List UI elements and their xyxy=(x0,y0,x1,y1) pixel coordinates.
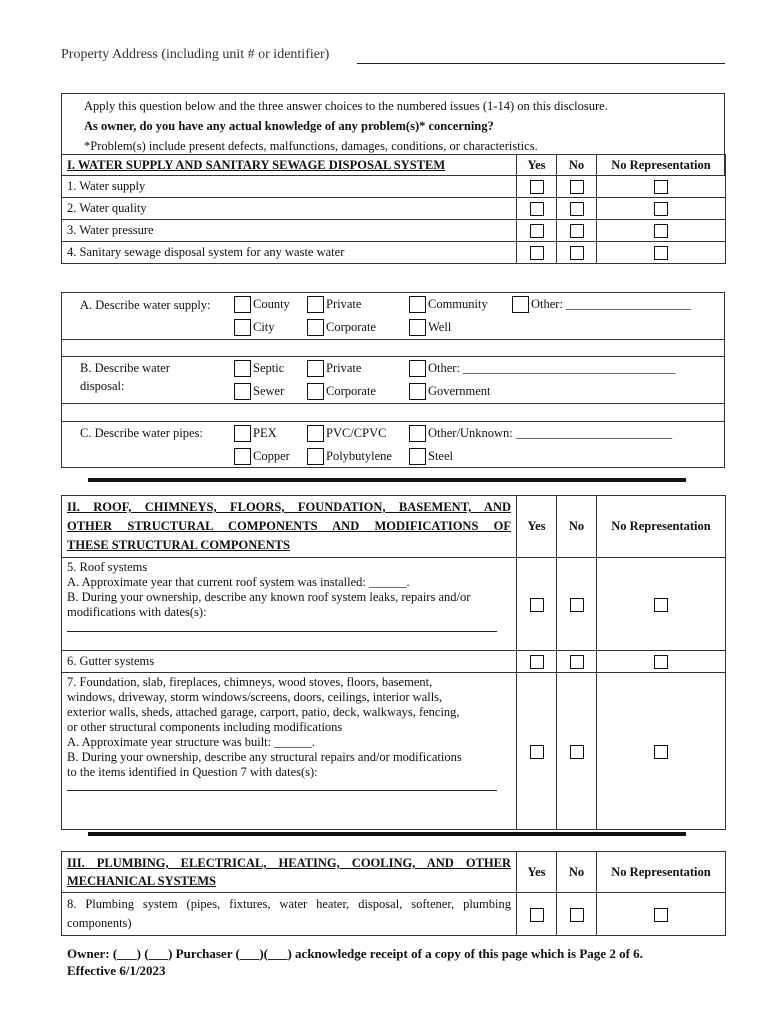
option-copper[interactable]: Copper xyxy=(234,447,290,466)
water-supply-label: A. Describe water supply: xyxy=(80,298,211,312)
intro-instruction: Apply this question below and the three answer choices to the numbered issues (1-14) on this disclosure. xyxy=(84,99,608,113)
footer-effective-date: Effective 6/1/2023 xyxy=(67,963,166,978)
intro-footnote: *Problem(s) include present defects, malfunctions, damages, conditions, or characteristics. xyxy=(84,139,538,153)
copper-checkbox[interactable] xyxy=(234,448,251,465)
property-address-field[interactable] xyxy=(357,63,725,64)
item-1-no-rep-checkbox[interactable] xyxy=(654,180,668,194)
option-steel[interactable]: Steel xyxy=(409,447,453,466)
table-row xyxy=(62,893,726,936)
section-divider xyxy=(88,478,686,482)
section3-title: III. PLUMBING, ELECTRICAL, HEATING, COOLING, AND OTHER MECHANICAL SYSTEMS xyxy=(62,852,517,893)
option-private-disposal[interactable]: Private xyxy=(307,359,361,378)
item-7-yes-checkbox[interactable] xyxy=(530,745,544,759)
spacer-row xyxy=(61,340,725,357)
water-disposal-label: B. Describe water disposal: xyxy=(80,361,170,393)
sewer-checkbox[interactable] xyxy=(234,383,251,400)
option-pvc[interactable]: PVC/CPVC xyxy=(307,424,386,443)
col-yes-header: Yes xyxy=(517,155,557,176)
government-checkbox[interactable] xyxy=(409,383,426,400)
item-5-text: 5. Roof systems A. Approximate year that current roof system was installed: ______. B. During your ownership, describe any known roof system leaks, repairs and/or modifications with dates(s): xyxy=(62,558,517,651)
intro-question: As owner, do you have any actual knowledge of any problem(s)* concerning? xyxy=(84,119,494,133)
option-government[interactable]: Government xyxy=(409,382,490,401)
water-pipes-box xyxy=(61,422,725,468)
option-corporate-disposal[interactable]: Corporate xyxy=(307,382,376,401)
option-county[interactable]: County xyxy=(234,295,290,314)
table-row xyxy=(62,176,726,198)
item-5-no-rep-checkbox[interactable] xyxy=(654,598,668,612)
structural-dates-field[interactable] xyxy=(67,781,497,791)
city-checkbox[interactable] xyxy=(234,319,251,336)
roof-dates-field[interactable] xyxy=(67,620,497,632)
county-checkbox[interactable] xyxy=(234,296,251,313)
item-4-no-checkbox[interactable] xyxy=(570,246,584,260)
water-pipes-label: C. Describe water pipes: xyxy=(80,426,203,440)
option-corporate-supply[interactable]: Corporate xyxy=(307,318,376,337)
item-8-yes-checkbox[interactable] xyxy=(530,908,544,922)
steel-checkbox[interactable] xyxy=(409,448,426,465)
item-2-no-rep-checkbox[interactable] xyxy=(654,202,668,216)
option-city[interactable]: City xyxy=(234,318,275,337)
col-no-header: No xyxy=(557,155,597,176)
section2-title: II. ROOF, CHIMNEYS, FLOORS, FOUNDATION, BASEMENT, AND OTHER STRUCTURAL COMPONENTS AND MODIFICATIONS OF THESE STRUCTURAL COMPONENTS xyxy=(62,496,517,558)
item-8-no-checkbox[interactable] xyxy=(570,908,584,922)
item-2-yes-checkbox[interactable] xyxy=(530,202,544,216)
col-yes-header: Yes xyxy=(517,496,557,558)
option-other-disposal[interactable]: Other: __________________________________ xyxy=(409,359,676,378)
option-private[interactable]: Private xyxy=(307,295,361,314)
spacer-row xyxy=(61,404,725,422)
section2-table xyxy=(61,495,726,830)
septic-checkbox[interactable] xyxy=(234,360,251,377)
table-row xyxy=(62,558,726,651)
community-checkbox[interactable] xyxy=(409,296,426,313)
footer-initials-line: Owner: (___) (___) Purchaser (___)(___) acknowledge receipt of a copy of this page which is Page 2 of 6. xyxy=(67,946,643,961)
item-1-yes-checkbox[interactable] xyxy=(530,180,544,194)
private-disposal-checkbox[interactable] xyxy=(307,360,324,377)
item-3-label: 3. Water pressure xyxy=(62,220,517,242)
option-community[interactable]: Community xyxy=(409,295,488,314)
private-checkbox[interactable] xyxy=(307,296,324,313)
item-6-no-checkbox[interactable] xyxy=(570,655,584,669)
item-6-no-rep-checkbox[interactable] xyxy=(654,655,668,669)
item-7-no-checkbox[interactable] xyxy=(570,745,584,759)
item-5-yes-checkbox[interactable] xyxy=(530,598,544,612)
item-2-no-checkbox[interactable] xyxy=(570,202,584,216)
col-yes-header: Yes xyxy=(517,852,557,893)
item-7-no-rep-checkbox[interactable] xyxy=(654,745,668,759)
item-1-no-checkbox[interactable] xyxy=(570,180,584,194)
corporate-disposal-checkbox[interactable] xyxy=(307,383,324,400)
item-1-label: 1. Water supply xyxy=(62,176,517,198)
other-supply-checkbox[interactable] xyxy=(512,296,529,313)
other-pipes-checkbox[interactable] xyxy=(409,425,426,442)
option-sewer[interactable]: Sewer xyxy=(234,382,284,401)
footer-acknowledgement xyxy=(67,945,643,979)
table-row xyxy=(62,220,726,242)
section3-table xyxy=(61,851,726,936)
water-disposal-box xyxy=(61,357,725,404)
well-checkbox[interactable] xyxy=(409,319,426,336)
item-3-no-checkbox[interactable] xyxy=(570,224,584,238)
section1-title: I. WATER SUPPLY AND SANITARY SEWAGE DISPOSAL SYSTEM xyxy=(62,155,517,176)
item-4-yes-checkbox[interactable] xyxy=(530,246,544,260)
table-row xyxy=(62,651,726,673)
col-no-rep-header: No Representation xyxy=(597,496,726,558)
other-disposal-checkbox[interactable] xyxy=(409,360,426,377)
col-no-header: No xyxy=(557,852,597,893)
pex-checkbox[interactable] xyxy=(234,425,251,442)
col-no-rep-header: No Representation xyxy=(597,155,726,176)
table-row xyxy=(62,673,726,830)
property-address-label: Property Address (including unit # or identifier) xyxy=(61,47,330,62)
col-no-header: No xyxy=(557,496,597,558)
item-6-label: 6. Gutter systems xyxy=(62,651,517,673)
section1-table xyxy=(61,154,726,264)
item-8-label: 8. Plumbing system (pipes, fixtures, water heater, disposal, softener, plumbing components) xyxy=(62,893,517,936)
item-7-text: 7. Foundation, slab, fireplaces, chimneys, wood stoves, floors, basement, windows, driveway, storm windows/screens, doors, ceilings, interior walls, exterior walls, sheds, attached garage, carport, patio, deck, walkways, fencing, or other structural components including modifications A. Approximate year structure was built: ______. B. During your ownership, describe any structural repairs and/or modifications to the items identified in Question 7 with dates(s): xyxy=(62,673,517,830)
item-2-label: 2. Water quality xyxy=(62,198,517,220)
table-row xyxy=(62,242,726,264)
polybutylene-checkbox[interactable] xyxy=(307,448,324,465)
section-divider xyxy=(88,832,686,836)
item-3-no-rep-checkbox[interactable] xyxy=(654,224,668,238)
option-pex[interactable]: PEX xyxy=(234,424,277,443)
pvc-checkbox[interactable] xyxy=(307,425,324,442)
item-5-no-checkbox[interactable] xyxy=(570,598,584,612)
corporate-supply-checkbox[interactable] xyxy=(307,319,324,336)
water-supply-box xyxy=(61,292,725,340)
table-row xyxy=(62,198,726,220)
option-polybutylene[interactable]: Polybutylene xyxy=(307,447,392,466)
item-4-label: 4. Sanitary sewage disposal system for any waste water xyxy=(62,242,517,264)
item-6-yes-checkbox[interactable] xyxy=(530,655,544,669)
option-well[interactable]: Well xyxy=(409,318,451,337)
item-8-no-rep-checkbox[interactable] xyxy=(654,908,668,922)
option-other-pipes[interactable]: Other/Unknown: _________________________ xyxy=(409,424,672,443)
option-other-supply[interactable]: Other: ____________________ xyxy=(512,295,691,314)
col-no-rep-header: No Representation xyxy=(597,852,726,893)
item-3-yes-checkbox[interactable] xyxy=(530,224,544,238)
option-septic[interactable]: Septic xyxy=(234,359,284,378)
item-4-no-rep-checkbox[interactable] xyxy=(654,246,668,260)
